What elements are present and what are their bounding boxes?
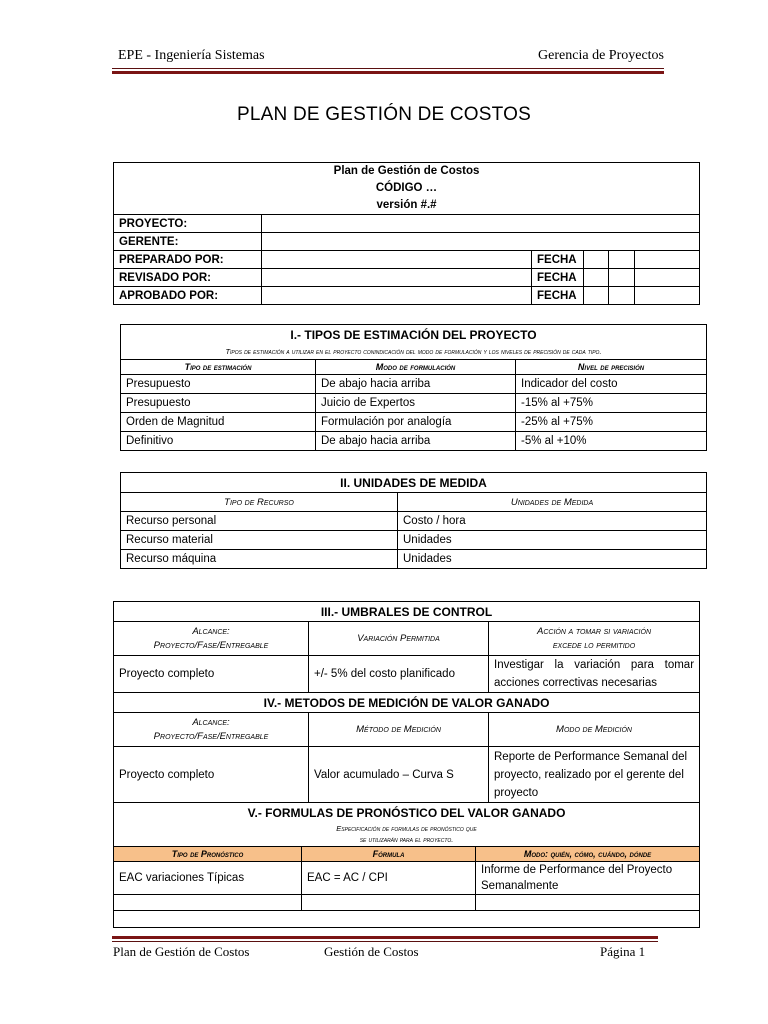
info-label-aprobado: APROBADO POR: [114,287,262,305]
table-cell: Costo / hora [398,512,707,531]
table-cell: Orden de Magnitud [121,413,316,432]
info-value-preparado[interactable] [262,251,532,269]
section2-col-recurso: Tipo de Recurso [121,493,398,512]
section3-col-accion [489,622,700,656]
section2-title: II. UNIDADES DE MEDIDA [121,473,707,493]
units-table [120,472,707,569]
table-cell: -5% al +10% [516,432,707,451]
section3-col-variacion: Variación Permitida [309,622,489,656]
info-date-cell[interactable] [609,287,635,305]
section5-modo-l2: Semanalmente [481,880,559,892]
section4-modo-l1: Reporte de Performance Semanal del [494,750,688,763]
section5-col-tipo: Tipo de Pronóstico [114,847,302,862]
section5-col-modo: Modo: quién, cómo, cuándo, dónde [476,847,700,862]
section3-accion-l1: Investigar la variación para tomar [494,659,695,671]
table-cell: -25% al +75% [516,413,707,432]
section5-subtitle-l2: se utilizarán para el proyecto. [359,835,454,845]
empty-cell[interactable] [476,895,700,911]
footer-center: Gestión de Costos [324,944,419,959]
table-cell: Unidades [398,550,707,569]
table-cell: Juicio de Expertos [316,394,516,413]
info-value-aprobado[interactable] [262,287,532,305]
table-cell: De abajo hacia arriba [316,375,516,394]
footer-rule-thick [112,936,658,939]
section4-modo-l2: proyecto, realizado por el gerente del [494,768,684,781]
table-cell: Formulación por analogía [316,413,516,432]
footer-rule-thin [112,941,658,942]
table-cell: Presupuesto [121,375,316,394]
section5-tipo: EAC variaciones Típicas [114,862,302,895]
section3-col-accion-l1: Acción a tomar si variación [537,625,652,637]
table-cell: Presupuesto [121,394,316,413]
info-heading [114,163,700,215]
info-label-proyecto: PROYECTO: [114,215,262,233]
info-fecha-aprobado: FECHA [532,287,584,305]
info-date-cell[interactable] [609,269,635,287]
table-cell: Recurso personal [121,512,398,531]
section3-col-alcance [114,622,309,656]
info-value-revisado[interactable] [262,269,532,287]
empty-cell[interactable] [114,911,700,928]
estimation-types-table [120,324,707,451]
table-cell: Recurso material [121,531,398,550]
section1-col-tipo: Tipo de estimación [121,360,316,375]
info-heading-title: Plan de Gestión de Costos [333,165,480,177]
section1-subtitle: Tipos de estimación a utilizar en el proyecto conindicación del modo de formulación y los niveles de precisión de cada tipo. [121,345,707,360]
section5-subtitle-l1: Especificación de formulas de pronóstico que [336,824,477,834]
info-label-gerente: GERENTE: [114,233,262,251]
section5-subtitle [114,823,700,847]
header-rule-thin [112,68,664,69]
section3-variacion: +/- 5% del costo planificado [309,656,489,693]
page-title: PLAN DE GESTIÓN DE COSTOS [237,104,531,125]
section4-metodo: Valor acumulado – Curva S [309,747,489,803]
info-date-cell[interactable] [635,269,700,287]
section4-col-metodo: Método de Medición [309,713,489,747]
section4-title: IV.- METODOS DE MEDICIÓN DE VALOR GANADO [114,693,700,713]
info-fecha-preparado: FECHA [532,251,584,269]
table-cell: -15% al +75% [516,394,707,413]
section1-title: I.- TIPOS DE ESTIMACIÓN DEL PROYECTO [121,325,707,345]
header-rule-thick [112,71,664,74]
section5-modo [476,862,700,895]
info-date-cell[interactable] [584,269,609,287]
info-date-cell[interactable] [609,251,635,269]
section4-modo-l3: proyecto [494,786,539,799]
section4-col-alcance-l2: Proyecto/Fase/Entregable [153,730,269,742]
info-fecha-revisado: FECHA [532,269,584,287]
empty-cell[interactable] [114,895,302,911]
table-cell: De abajo hacia arriba [316,432,516,451]
section5-col-formula: Fórmula [302,847,476,862]
table-cell: Definitivo [121,432,316,451]
section1-col-nivel: Nivel de precisión [516,360,707,375]
info-date-cell[interactable] [635,251,700,269]
section3-col-accion-l2: excede lo permitido [552,639,636,651]
section4-col-modo: Modo de Medición [489,713,700,747]
section4-alcance: Proyecto completo [114,747,309,803]
section4-col-alcance [114,713,309,747]
section1-col-modo: Modo de formulación [316,360,516,375]
section5-formula: EAC = AC / CPI [302,862,476,895]
header-right: Gerencia de Proyectos [538,48,664,63]
header-left: EPE - Ingeniería Sistemas [118,48,265,63]
table-cell: Recurso máquina [121,550,398,569]
info-date-cell[interactable] [584,287,609,305]
table-cell: Indicador del costo [516,375,707,394]
forecast-formulas-table [113,802,700,928]
page-header [118,48,664,66]
section3-col-alcance-l2: Proyecto/Fase/Entregable [153,639,269,651]
info-date-cell[interactable] [635,287,700,305]
info-heading-code: CÓDIGO … [375,182,438,194]
footer-page-number: Página 1 [600,944,646,959]
section4-col-alcance-l1: Alcance: [192,716,230,728]
empty-cell[interactable] [302,895,476,911]
info-value-proyecto[interactable] [262,215,700,233]
info-value-gerente[interactable] [262,233,700,251]
section4-modo [489,747,700,803]
section3-alcance: Proyecto completo [114,656,309,693]
section3-col-alcance-l1: Alcance: [192,625,230,637]
section5-title: V.- FORMULAS DE PRONÓSTICO DEL VALOR GANADO [114,803,700,823]
section3-title: III.- UMBRALES DE CONTROL [114,602,700,622]
info-label-preparado: PREPARADO POR: [114,251,262,269]
info-heading-version: versión #.# [376,199,437,211]
section2-col-unidades: Unidades de Medida [398,493,707,512]
section3-accion-l2: acciones correctivas necesarias [494,677,657,689]
info-label-revisado: REVISADO POR: [114,269,262,287]
info-date-cell[interactable] [584,251,609,269]
control-thresholds-table [113,601,700,803]
section5-modo-l1: Informe de Performance del Proyecto [481,864,673,876]
section3-accion [489,656,700,693]
table-cell: Unidades [398,531,707,550]
footer-left: Plan de Gestión de Costos [113,944,250,959]
info-table [113,162,700,305]
